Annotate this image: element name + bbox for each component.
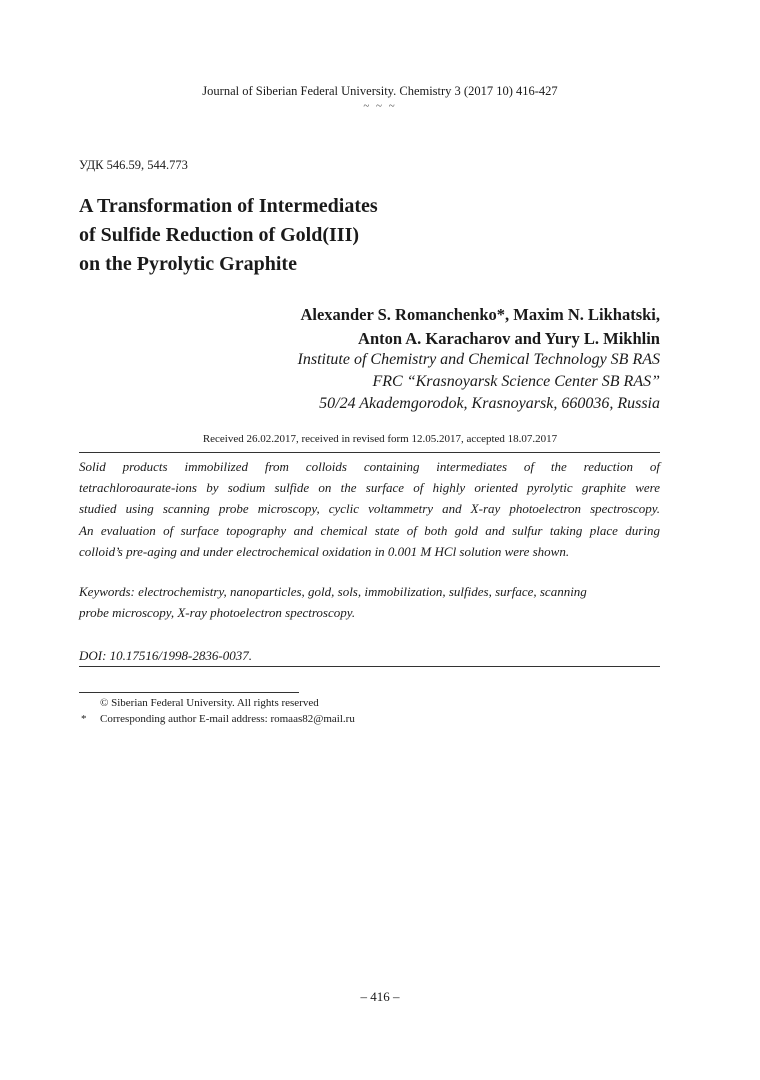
page-number: – 416 – (360, 989, 400, 1004)
abstract-top-rule (79, 452, 660, 453)
affiliation-line: Institute of Chemistry and Chemical Technology SB RAS (297, 351, 660, 368)
affiliation (298, 349, 660, 415)
header-separator: ~ ~ ~ (363, 100, 397, 112)
title-line: of Sulfide Reduction of Gold(III) (79, 224, 360, 246)
journal-header: Journal of Siberian Federal University. Chemistry 3 (2017 10) 416-427 (202, 84, 558, 98)
author-line: Alexander S. Romanchenko*, Maxim N. Likhatski, (300, 305, 660, 324)
corresponding-author-text: Corresponding author E-mail address: romaas82@mail.ru (100, 713, 355, 725)
received-dates: Received 26.02.2017, received in revised form 12.05.2017, accepted 18.07.2017 (202, 433, 558, 445)
abstract-line: colloid’s pre-aging and under electrochemical oxidation in 0.001 M HCl solution were shown. (79, 543, 570, 559)
abstract-line: studied using scanning probe microscopy, cyclic voltammetry and X-ray photoelectron spectroscopy. (79, 501, 661, 517)
abstract-line: tetrachloroaurate-ions by sodium sulfide on the surface of highly oriented pyrolytic graphite were (79, 480, 660, 496)
footnote-asterisk: * (81, 713, 87, 725)
affiliation-line: 50/24 Akademgorodok, Krasnoyarsk, 660036, Russia (319, 395, 660, 412)
doi: DOI: 10.17516/1998-2836-0037. (79, 648, 252, 663)
corresponding-author-footnote (81, 713, 355, 725)
author-list (300, 303, 660, 351)
keywords (79, 581, 660, 623)
article-title (79, 192, 378, 279)
author-line: Anton A. Karacharov and Yury L. Mikhlin (358, 329, 660, 348)
keywords-line: probe microscopy, X-ray photoelectron spectroscopy. (79, 605, 356, 621)
abstract (79, 456, 660, 562)
abstract-line (79, 456, 660, 477)
keywords-line: Keywords: electrochemistry, nanoparticles, gold, sols, immobilization, sulfides, surface, scanning (79, 584, 587, 599)
abstract-bottom-rule (79, 666, 660, 667)
udc-code: УДК 546.59, 544.773 (79, 158, 188, 172)
abstract-line: An evaluation of surface topography and chemical state of both gold and sulfur taking place during (79, 522, 660, 538)
copyright-footnote: © Siberian Federal University. All rights reserved (100, 697, 319, 709)
footnote-rule (79, 692, 299, 693)
title-line: on the Pyrolytic Graphite (79, 253, 297, 275)
title-line: A Transformation of Intermediates (79, 195, 378, 217)
affiliation-line: FRC “Krasnoyarsk Science Center SB RAS” (372, 373, 660, 390)
abstract-line-text: Solid products immobilized from colloids containing intermediates of the reduction of (79, 459, 660, 474)
